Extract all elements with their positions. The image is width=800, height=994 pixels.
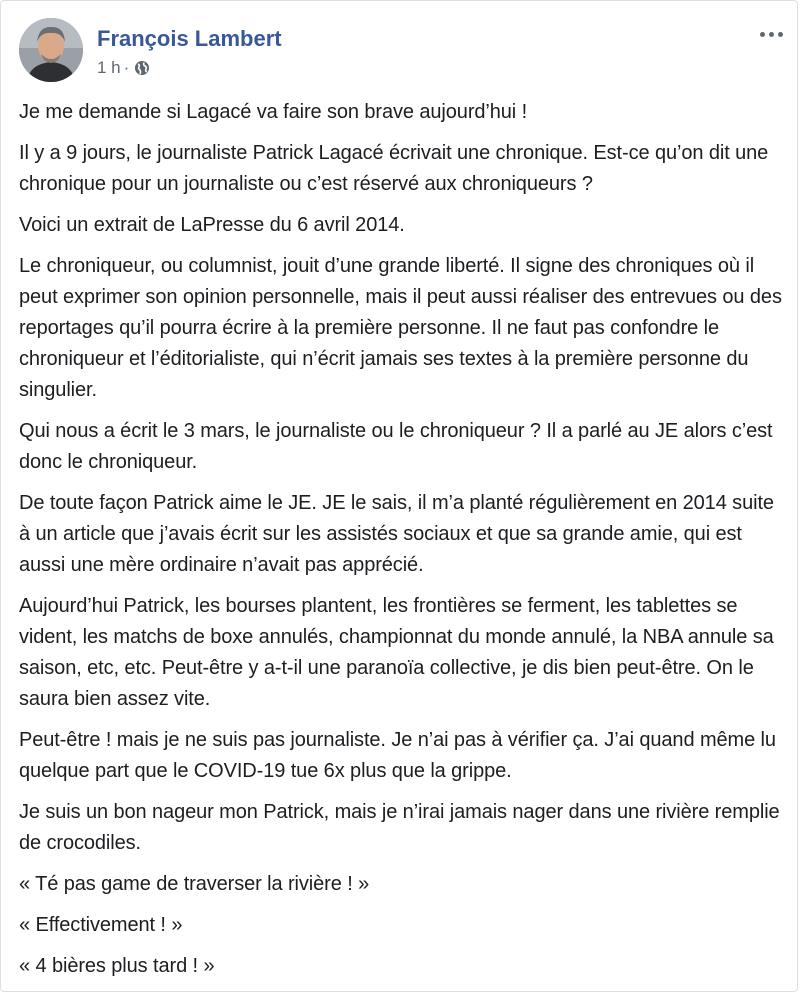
globe-icon[interactable] <box>134 60 150 76</box>
post-paragraph: Aujourd’hui Patrick, les bourses plantent, les frontières se ferment, les tablettes se vident, les matchs de boxe annulés, championnat du monde annulé, la NBA annule sa saison, etc, etc. Peut-être y a-t-il une paranoïa collective, je dis bien peut-être. On le saura bien assez vite. <box>19 595 774 710</box>
post-paragraph: « Effectivement ! » <box>19 914 183 936</box>
post-paragraph: « 4 bières plus tard ! » <box>19 955 215 977</box>
avatar[interactable] <box>19 18 83 82</box>
author-name-link[interactable]: François Lambert <box>97 26 282 51</box>
post-header <box>19 18 781 84</box>
post-paragraph: Peut-être ! mais je ne suis pas journaliste. Je n’ai pas à vérifier ça. J’ai quand même lu quelque part que le COVID-19 tue 6x plus que la grippe. <box>19 729 776 782</box>
post-paragraph: Je me demande si Lagacé va faire son brave aujourd’hui ! <box>19 101 528 123</box>
more-dot <box>778 32 783 37</box>
meta-separator: · <box>123 58 130 77</box>
post-paragraph: Le chroniqueur, ou columnist, jouit d’une grande liberté. Il signe des chroniques où il peut exprimer son opinion personnelle, mais il peut aussi réaliser des entrevues ou des reportages qu’il pourra écrire à la première personne. Il ne faut pas confondre le chroniqueur et l’éditorialiste, qui n’écrit jamais ses textes à la première personne du singulier. <box>19 255 782 401</box>
post-timestamp[interactable]: 1 h <box>97 58 121 77</box>
post-paragraph: Voici un extrait de LaPresse du 6 avril 2014. <box>19 214 405 236</box>
post-paragraph: Qui nous a écrit le 3 mars, le journaliste ou le chroniqueur ? Il a parlé au JE alors c’est donc le chroniqueur. <box>19 420 773 473</box>
post-body <box>19 97 784 992</box>
avatar-image <box>19 18 83 82</box>
post-paragraph: Il y a 9 jours, le journaliste Patrick Lagacé écrivait une chronique. Est-ce qu’on dit une chronique pour un journaliste ou c’est réservé aux chroniqueurs ? <box>19 142 769 195</box>
post-paragraph: Je suis un bon nageur mon Patrick, mais je n’irai jamais nager dans une rivière remplie de crocodiles. <box>19 801 780 854</box>
post-meta <box>97 58 150 78</box>
post-paragraph: De toute façon Patrick aime le JE. JE le sais, il m’a planté régulièrement en 2014 suite à un article que j’avais écrit sur les assistés sociaux et que sa grande amie, qui est aussi une mère ordinaire n’avait pas apprécié. <box>19 492 774 576</box>
more-dot <box>760 32 765 37</box>
more-dot <box>769 32 774 37</box>
more-options-icon[interactable] <box>757 24 785 44</box>
post-paragraph: « Té pas game de traverser la rivière ! » <box>19 873 370 895</box>
